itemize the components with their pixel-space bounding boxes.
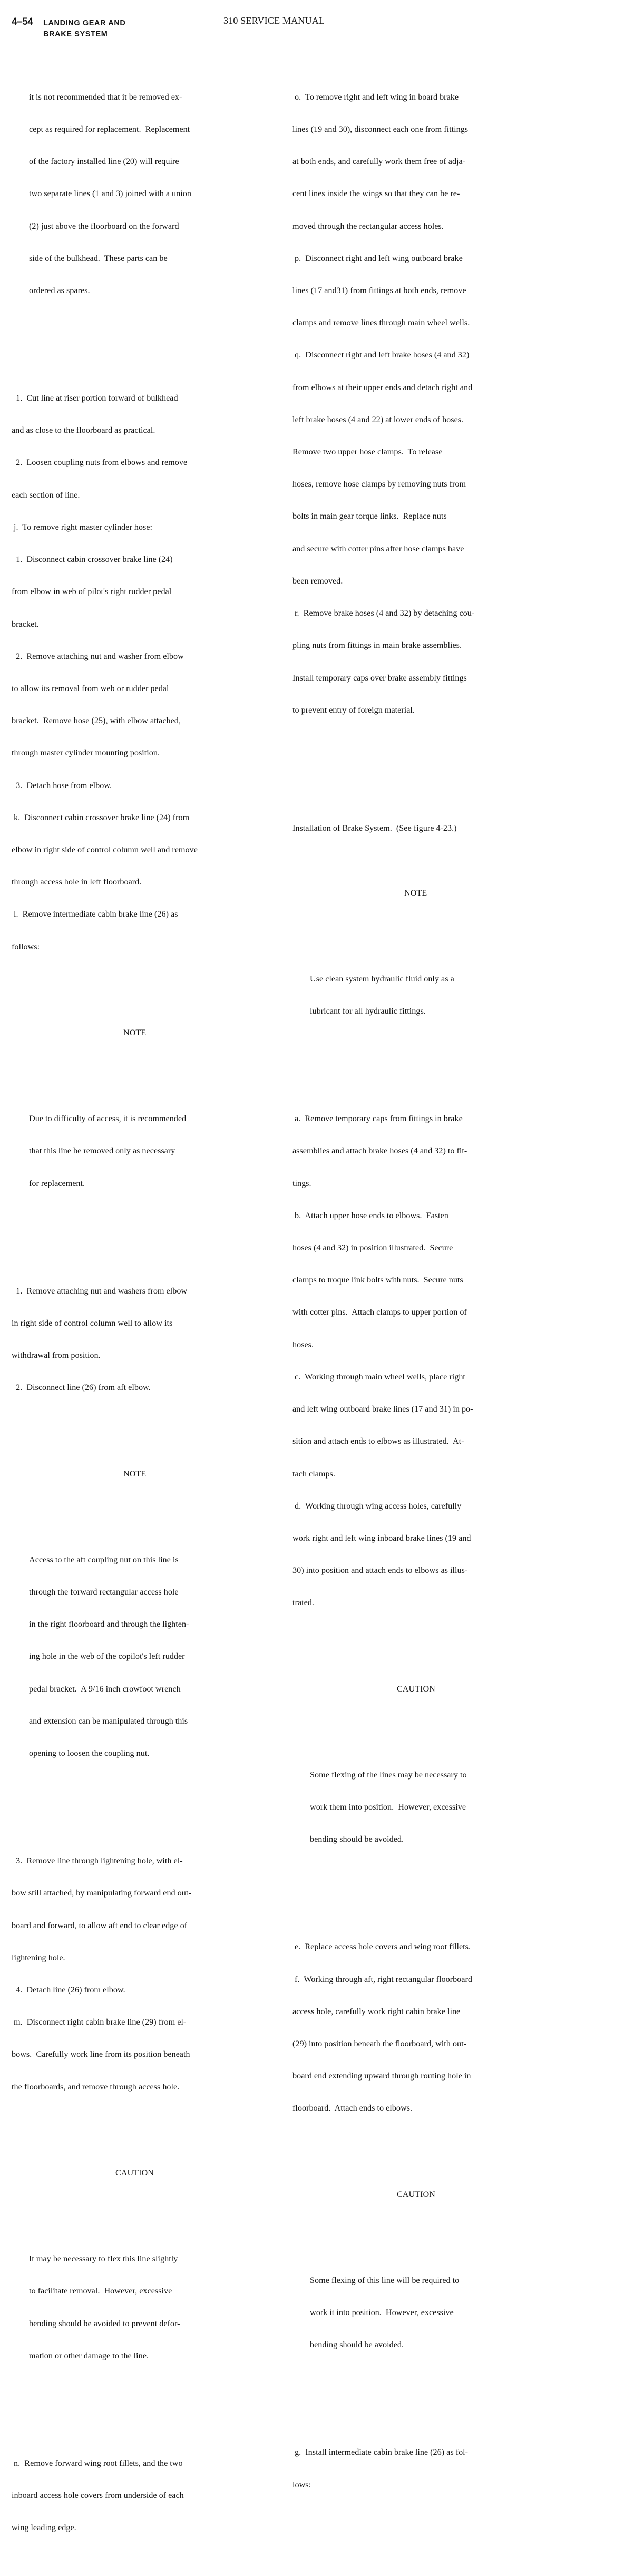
text-line: floorboard. Attach ends to elbows. [292, 2103, 413, 2113]
text-line: work right and left wing inboard brake lines (19 and [292, 1533, 471, 1543]
text-line: side of the bulkhead. These parts can be [29, 253, 168, 263]
text-line: bolts in main gear torque links. Replace nuts [292, 511, 447, 521]
text-line: through master cylinder mounting position. [12, 748, 160, 758]
page-number: 4–54 [12, 16, 33, 27]
text-line: bracket. Remove hose (25), with elbow attached, [12, 716, 181, 726]
text-line: c. Working through main wheel wells, place right [292, 1372, 465, 1382]
note-text [292, 952, 474, 1038]
text-line: 1. Cut line at riser portion forward of bulkhead [12, 393, 178, 403]
text-line: pling nuts from fittings in main brake assemblies. [292, 640, 462, 650]
text-line: q. Disconnect right and left brake hoses (4 and 32) [292, 350, 470, 360]
text-line: 30) into position and attach ends to elbows as illus- [292, 1566, 468, 1576]
text-line: access hole, carefully work right cabin brake line [292, 2006, 461, 2016]
text-line: lines (19 and 30), disconnect each one from fittings [292, 124, 469, 134]
text-line: trated. [292, 1598, 314, 1608]
text-line: 2. Disconnect line (26) from aft elbow. [12, 1383, 151, 1393]
text-line: the floorboards, and remove through access hole. [12, 2082, 180, 2092]
text-line: to allow its removal from web or rudder pedal [12, 683, 169, 693]
text-line: for replacement. [29, 1178, 85, 1188]
text-line: 2. Remove attaching nut and washer from elbow [12, 651, 184, 661]
text-line: mation or other damage to the line. [29, 2350, 149, 2360]
note-text [12, 1092, 198, 1210]
note-heading: NOTE [404, 888, 427, 898]
section-heading: Installation of Brake System. (See figure 4-23.) [292, 823, 457, 833]
text-line: and extension can be manipulated through this [29, 1716, 188, 1726]
removal-steps [12, 1834, 198, 2114]
text-line: bows. Carefully work line from its position beneath [12, 2049, 190, 2059]
removal-steps [292, 70, 474, 737]
text-line: bending should be avoided. [310, 1834, 404, 1844]
removal-steps [12, 1264, 198, 1415]
section-title-line-1: LANDING GEAR AND [43, 19, 126, 27]
text-line: bending should be avoided to prevent defor- [29, 2318, 180, 2328]
text-line: bending should be avoided. [310, 2340, 404, 2350]
text-line: 2. Loosen coupling nuts from elbows and remove [12, 458, 188, 468]
text-line: cent lines inside the wings so that they can be re- [292, 189, 460, 199]
text-line: hoses. [292, 1339, 314, 1349]
text-line: moved through the rectangular access holes. [292, 221, 444, 231]
text-line: Due to difficulty of access, it is recommended [29, 1114, 187, 1124]
text-line: 1. Disconnect cabin crossover brake line (24) [12, 555, 173, 565]
text-line: r. Remove brake hoses (4 and 32) by detaching cou- [292, 608, 475, 618]
text-line: ordered as spares. [29, 285, 90, 295]
text-line: in the right floorboard and through the lighten- [29, 1619, 189, 1629]
text-line: o. To remove right and left wing in board brake [292, 92, 459, 102]
text-line: follows: [12, 941, 40, 951]
text-line: lines (17 and31) from fittings at both ends, remove [292, 285, 466, 295]
text-line: been removed. [292, 576, 343, 586]
text-line: 3. Detach hose from elbow. [12, 780, 112, 790]
text-line: g. Install intermediate cabin brake line (26) as fol- [292, 2447, 469, 2457]
text-line: to facilitate removal. However, excessive [29, 2286, 172, 2296]
installation-steps [292, 1092, 474, 1629]
text-line: board end extending upward through routing hole in [292, 2071, 471, 2081]
text-line: opening to loosen the coupling nut. [29, 1748, 150, 1758]
section-title [43, 18, 125, 40]
text-line: from elbow in web of pilot's right rudder pedal [12, 587, 172, 597]
text-line: each section of line. [12, 490, 80, 500]
text-line: (29) into position beneath the floorboard, with out- [292, 2039, 466, 2049]
right-column [292, 48, 474, 2533]
text-line: bracket. [12, 619, 39, 629]
caution-heading: CAUTION [397, 2189, 435, 2199]
text-line: with cotter pins. Attach clamps to upper portion of [292, 1307, 467, 1317]
text-line: withdrawal from position. [12, 1350, 101, 1360]
text-line: at both ends, and carefully work them free of adja- [292, 157, 466, 167]
text-line: a. Remove temporary caps from fittings in brake [292, 1114, 463, 1124]
text-line: It may be necessary to flex this line slightly [29, 2254, 178, 2264]
text-line: Access to the aft coupling nut on this line is [29, 1554, 179, 1564]
note-text [12, 1533, 198, 1780]
caution-heading: CAUTION [115, 2167, 154, 2178]
text-line: (2) just above the floorboard on the forward [29, 221, 179, 231]
caution-text [292, 1748, 474, 1866]
manual-title: 310 SERVICE MANUAL [223, 15, 325, 26]
text-line: and as close to the floorboard as practical. [12, 425, 155, 435]
text-line: lubricant for all hydraulic fittings. [310, 1006, 426, 1016]
text-line: assemblies and attach brake hoses (4 and 32) to fit- [292, 1146, 467, 1156]
text-line: two separate lines (1 and 3) joined with a union [29, 189, 191, 199]
text-line: work it into position. However, excessive [310, 2308, 454, 2318]
text-line: pedal bracket. A 9/16 inch crowfoot wrench [29, 1684, 181, 1694]
text-line: m. Disconnect right cabin brake line (29) from el- [12, 2017, 187, 2027]
text-line: board and forward, to allow aft end to clear edge of [12, 1920, 188, 1930]
caution-heading: CAUTION [397, 1684, 435, 1694]
text-line: e. Replace access hole covers and wing root fillets. [292, 1942, 471, 1952]
text-line: tings. [292, 1178, 311, 1188]
text-line: 3. Remove line through lightening hole, with el- [12, 1856, 183, 1866]
text-line: f. Working through aft, right rectangular floorboard [292, 1974, 472, 1984]
text-line: hoses, remove hose clamps by removing nuts from [292, 479, 466, 489]
text-line: l. Remove intermediate cabin brake line (26) as [12, 909, 178, 919]
text-line: 4. Detach line (26) from elbow. [12, 1985, 125, 1995]
text-line: Install temporary caps over brake assembly fittings [292, 673, 467, 683]
text-line: inboard access hole covers from underside of each [12, 2491, 184, 2501]
text-line: clamps and remove lines through main wheel wells. [292, 318, 470, 328]
text-line: d. Working through wing access holes, carefully [292, 1501, 462, 1511]
text-line: Remove two upper hose clamps. To release [292, 447, 443, 457]
text-line: p. Disconnect right and left wing outboard brake [292, 253, 463, 263]
text-line: 1. Remove attaching nut and washers from elbow [12, 1286, 188, 1296]
text-line: that this line be removed only as necessary [29, 1146, 175, 1156]
text-line: lows: [292, 2480, 311, 2490]
text-line: ing hole in the web of the copilot's left rudder [29, 1651, 185, 1661]
caution-text [292, 2253, 474, 2371]
text-line: elbow in right side of control column well and remove [12, 845, 198, 855]
intro-paragraph [12, 70, 198, 317]
text-line: Some flexing of the lines may be necessary to [310, 1770, 467, 1780]
text-line: work them into position. However, excessive [310, 1802, 466, 1812]
text-line: to prevent entry of foreign material. [292, 705, 415, 715]
text-line: j. To remove right master cylinder hose: [12, 522, 152, 532]
text-line: left brake hoses (4 and 22) at lower ends of hoses. [292, 414, 464, 424]
removal-steps [12, 371, 198, 974]
text-line: of the factory installed line (20) will require [29, 157, 179, 167]
text-line: in right side of control column well to allow its [12, 1318, 173, 1328]
text-line: n. Remove forward wing root fillets, and the two [12, 2458, 183, 2468]
removal-steps [12, 2436, 198, 2554]
section-title-line-2: BRAKE SYSTEM [43, 30, 108, 38]
text-line: b. Attach upper hose ends to elbows. Fasten [292, 1210, 448, 1220]
text-line: clamps to troque link bolts with nuts. Secure nuts [292, 1275, 463, 1285]
text-line: lightening hole. [12, 1952, 65, 1962]
text-line: Some flexing of this line will be required to [310, 2275, 460, 2285]
text-line: bow still attached, by manipulating forward end out- [12, 1888, 191, 1898]
caution-text [12, 2232, 198, 2383]
installation-steps [292, 1920, 474, 2135]
note-heading: NOTE [123, 1469, 147, 1479]
text-line: sition and attach ends to elbows as illustrated. At- [292, 1436, 464, 1446]
text-line: through access hole in left floorboard. [12, 877, 142, 887]
text-line: through the forward rectangular access hole [29, 1587, 179, 1597]
note-heading: NOTE [123, 1027, 147, 1037]
text-line: and left wing outboard brake lines (17 and 31) in po- [292, 1404, 473, 1414]
text-line: tach clamps. [292, 1469, 335, 1479]
text-line: k. Disconnect cabin crossover brake line (24) from [12, 812, 190, 822]
text-line: Use clean system hydraulic fluid only as a [310, 974, 454, 984]
left-column [12, 48, 198, 2576]
text-line: wing leading edge. [12, 2523, 76, 2533]
text-line: from elbows at their upper ends and detach right and [292, 382, 473, 392]
text-line: cept as required for replacement. Replacement [29, 124, 190, 134]
text-line: it is not recommended that it be removed ex- [29, 92, 182, 102]
text-line: and secure with cotter pins after hose clamps have [292, 543, 464, 553]
text-line: hoses (4 and 32) in position illustrated. Secure [292, 1243, 453, 1253]
installation-steps [292, 2426, 474, 2512]
